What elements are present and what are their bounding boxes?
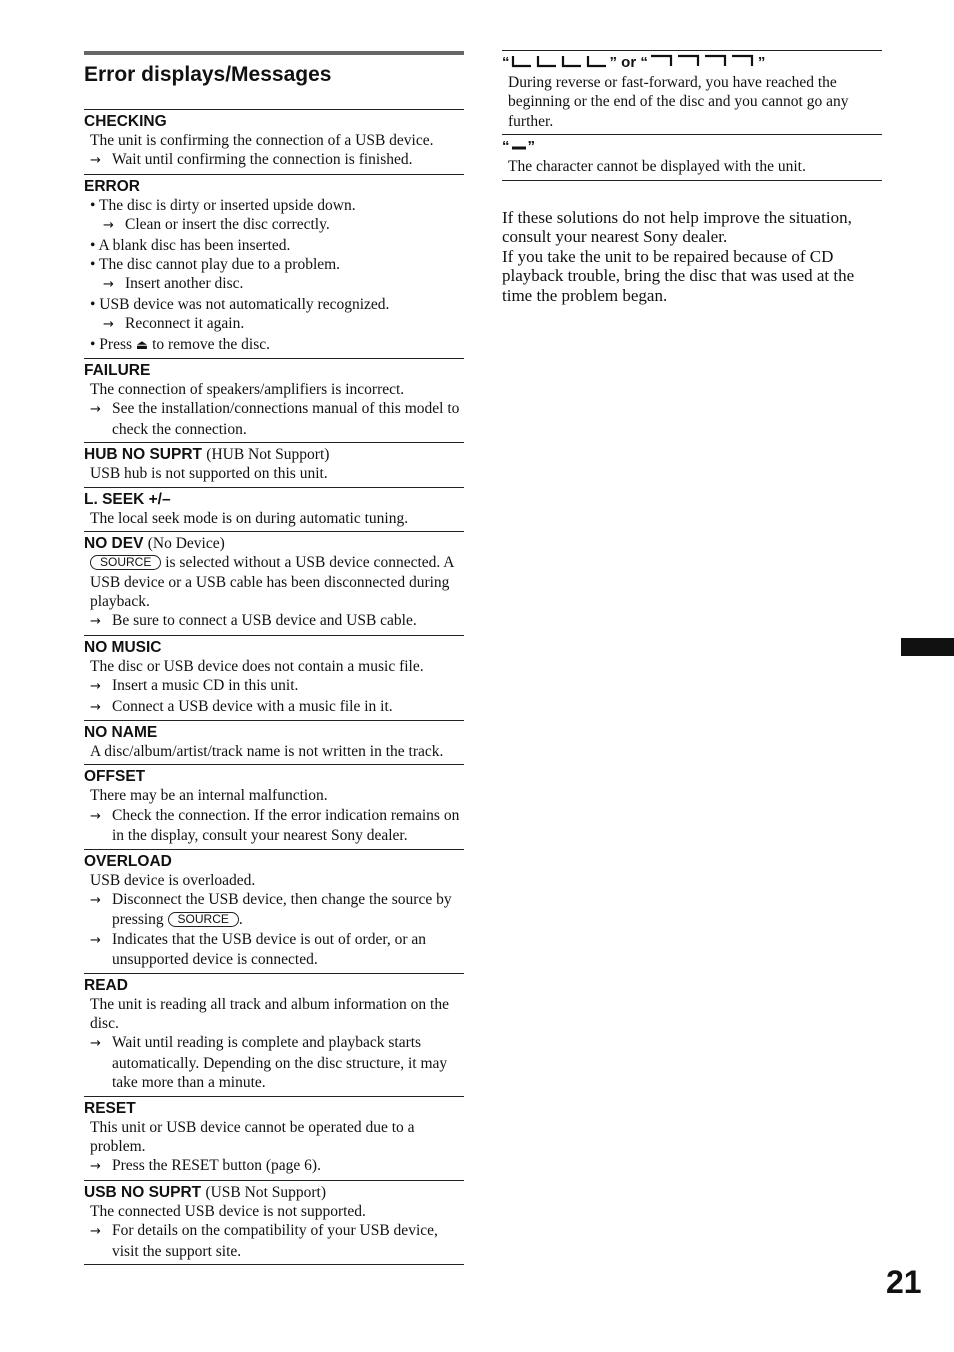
note-paragraph: If these solutions do not help improve the situation, consult your nearest Sony dealer. (502, 207, 852, 247)
entry-error (84, 174, 464, 358)
remedy-text: Check the connection. If the error indication remains on in the display, consult your nearest Sony dealer. (112, 806, 460, 845)
entry-term (84, 445, 464, 464)
bottom-segment-display-icon (510, 54, 610, 68)
entry-remedy (84, 150, 464, 170)
remedy-text: See the installation/connections manual of this model to check the connection. (112, 400, 460, 438)
arrow-icon: → (90, 1159, 101, 1175)
entry-description: This unit or USB device cannot be operated due to a problem. (90, 1118, 415, 1156)
entry-hub-no-suprt (84, 442, 464, 486)
note-paragraph: If you take the unit to be repaired because of CD playback trouble, bring the disc that was used at the time the problem began. (502, 246, 855, 305)
entry-description: The unit is reading all track and album information on the disc. (90, 995, 449, 1032)
remedy-text: Press the RESET button (page 6). (112, 1157, 321, 1175)
entry-term: ERROR (84, 177, 140, 195)
remedy-text: Reconnect it again. (125, 315, 245, 333)
entry-term: L. SEEK +/– (84, 490, 171, 508)
error-message-list (84, 109, 464, 1265)
arrow-icon: → (90, 1036, 101, 1052)
entry-l-seek (84, 487, 464, 531)
entry-no-music (84, 635, 464, 720)
entry-remedy (84, 676, 464, 696)
remedy-text: Be sure to connect a USB device and USB cable. (112, 612, 417, 630)
left-column (84, 51, 464, 1265)
entry-remedy (84, 930, 464, 970)
remedy-text: Disconnect the USB device, then change the source by pressing (112, 890, 452, 929)
entry-term: CHECKING (84, 113, 167, 130)
entry-remedy (84, 697, 464, 717)
entry-term: NO MUSIC (84, 638, 162, 656)
entry-term: NO NAME (84, 723, 158, 741)
top-segment-display-icon (648, 54, 758, 68)
cause-text: to remove the disc. (152, 335, 271, 353)
term-expansion: (No Device) (147, 535, 225, 553)
close-quote: ” (757, 54, 766, 71)
entry-usb-no-suprt (84, 1180, 464, 1265)
right-column (502, 50, 882, 306)
entry-term: RESET (84, 1099, 136, 1117)
entry-description: The connected USB device is not supported. (90, 1202, 366, 1220)
entry-remedy (84, 611, 464, 631)
term-code: USB NO SUPRT (84, 1183, 202, 1201)
entry-remedy (84, 890, 464, 930)
cause-text: • Press (90, 335, 133, 353)
source-button-label: SOURCE (90, 555, 161, 570)
entry-description: The connection of speakers/amplifiers is incorrect. (90, 381, 405, 399)
entry-cause: • The disc is dirty or inserted upside down. (90, 196, 356, 214)
close-quote: ” (609, 54, 617, 71)
open-quote: “ (640, 54, 648, 71)
term-expansion: (USB Not Support) (205, 1183, 327, 1201)
description-text: is selected without a USB device connected. A USB device or a USB cable has been disconnected during playback. (90, 554, 454, 610)
remedy-text: Insert another disc. (125, 275, 244, 293)
entry-term (84, 1183, 464, 1202)
entry-description: The local seek mode is on during automatic tuning. (90, 509, 409, 527)
entry-remedy (84, 806, 464, 846)
entry-reset (84, 1096, 464, 1180)
entry-term: FAILURE (84, 362, 151, 380)
arrow-icon: → (90, 892, 101, 908)
source-button-label: SOURCE (168, 912, 239, 927)
entry-cause (84, 335, 464, 355)
section-tab-marker (901, 638, 954, 656)
term-code: NO DEV (84, 535, 144, 553)
entry-no-name (84, 720, 464, 764)
remedy-text: Wait until confirming the connection is finished. (112, 151, 413, 169)
entry-description: A disc/album/artist/track name is not written in the track. (90, 742, 444, 760)
term-code: HUB NO SUPRT (84, 446, 202, 464)
entry-description: The unit is confirming the connection of a USB device. (90, 132, 434, 149)
page-heading: Error displays/Messages (84, 63, 332, 86)
entry-description (84, 553, 464, 611)
entry-seek-limit (502, 50, 882, 134)
entry-cause: • A blank disc has been inserted. (90, 236, 291, 254)
entry-description: USB device is overloaded. (90, 871, 256, 889)
close-quote: ” (527, 138, 535, 156)
arrow-icon: → (90, 808, 101, 824)
arrow-icon: → (103, 218, 114, 234)
entry-remedy (84, 1033, 464, 1092)
arrow-icon: → (90, 614, 101, 630)
entry-offset (84, 764, 464, 848)
arrow-icon: → (103, 277, 114, 293)
entry-overload (84, 849, 464, 973)
open-quote: “ (502, 138, 510, 156)
or-word: or (617, 54, 641, 71)
entry-remedy (84, 274, 464, 294)
underscore-segment-icon (510, 138, 528, 152)
entry-checking (84, 109, 464, 174)
remedy-text: Clean or insert the disc correctly. (125, 216, 330, 234)
remedy-text: . (238, 911, 243, 929)
remedy-text: Connect a USB device with a music file in it. (112, 697, 393, 715)
entry-remedy (84, 1156, 464, 1176)
entry-term (84, 534, 464, 553)
remedy-text: Insert a music CD in this unit. (112, 677, 299, 695)
open-quote: “ (502, 54, 510, 71)
section-top-rule (84, 51, 464, 55)
entry-description: There may be an internal malfunction. (90, 787, 328, 805)
support-note (502, 208, 882, 306)
entry-cause: • USB device was not automatically recognized. (90, 295, 390, 313)
entry-description: The disc or USB device does not contain a music file. (90, 657, 424, 675)
entry-remedy (84, 399, 464, 439)
entry-undisplayable-character (502, 134, 882, 180)
entry-cause: • The disc cannot play due to a problem. (90, 256, 341, 274)
remedy-text: For details on the compatibility of your USB device, visit the support site. (112, 1222, 438, 1260)
entry-description: The character cannot be displayed with the unit. (508, 158, 806, 176)
entry-term (502, 53, 882, 73)
entry-read (84, 973, 464, 1096)
entry-term (502, 137, 882, 157)
term-expansion: (HUB Not Support) (206, 446, 330, 464)
entry-remedy (84, 215, 464, 235)
arrow-icon: → (90, 153, 101, 169)
remedy-text: Wait until reading is complete and playback starts automatically. Depending on the disc structure, it may take more than a minute. (112, 1034, 448, 1092)
eject-icon: ⏏ (135, 337, 149, 353)
entry-remedy (84, 1221, 464, 1261)
entry-term: READ (84, 976, 128, 994)
remedy-text: Indicates that the USB device is out of order, or an unsupported device is connected. (112, 930, 427, 969)
arrow-icon: → (90, 932, 101, 948)
display-indication-list (502, 50, 882, 181)
entry-description: During reverse or fast-forward, you have reached the beginning or the end of the disc and you cannot go any further. (508, 74, 849, 130)
entry-remedy (84, 314, 464, 334)
arrow-icon: → (90, 1224, 101, 1240)
entry-term: OVERLOAD (84, 852, 172, 870)
arrow-icon: → (90, 699, 101, 715)
entry-failure (84, 358, 464, 442)
arrow-icon: → (90, 402, 101, 418)
entry-description: USB hub is not supported on this unit. (90, 465, 328, 483)
entry-term: OFFSET (84, 768, 146, 786)
entry-no-dev (84, 531, 464, 635)
arrow-icon: → (90, 679, 101, 695)
page-number: 21 (886, 1264, 922, 1300)
arrow-icon: → (103, 317, 114, 333)
